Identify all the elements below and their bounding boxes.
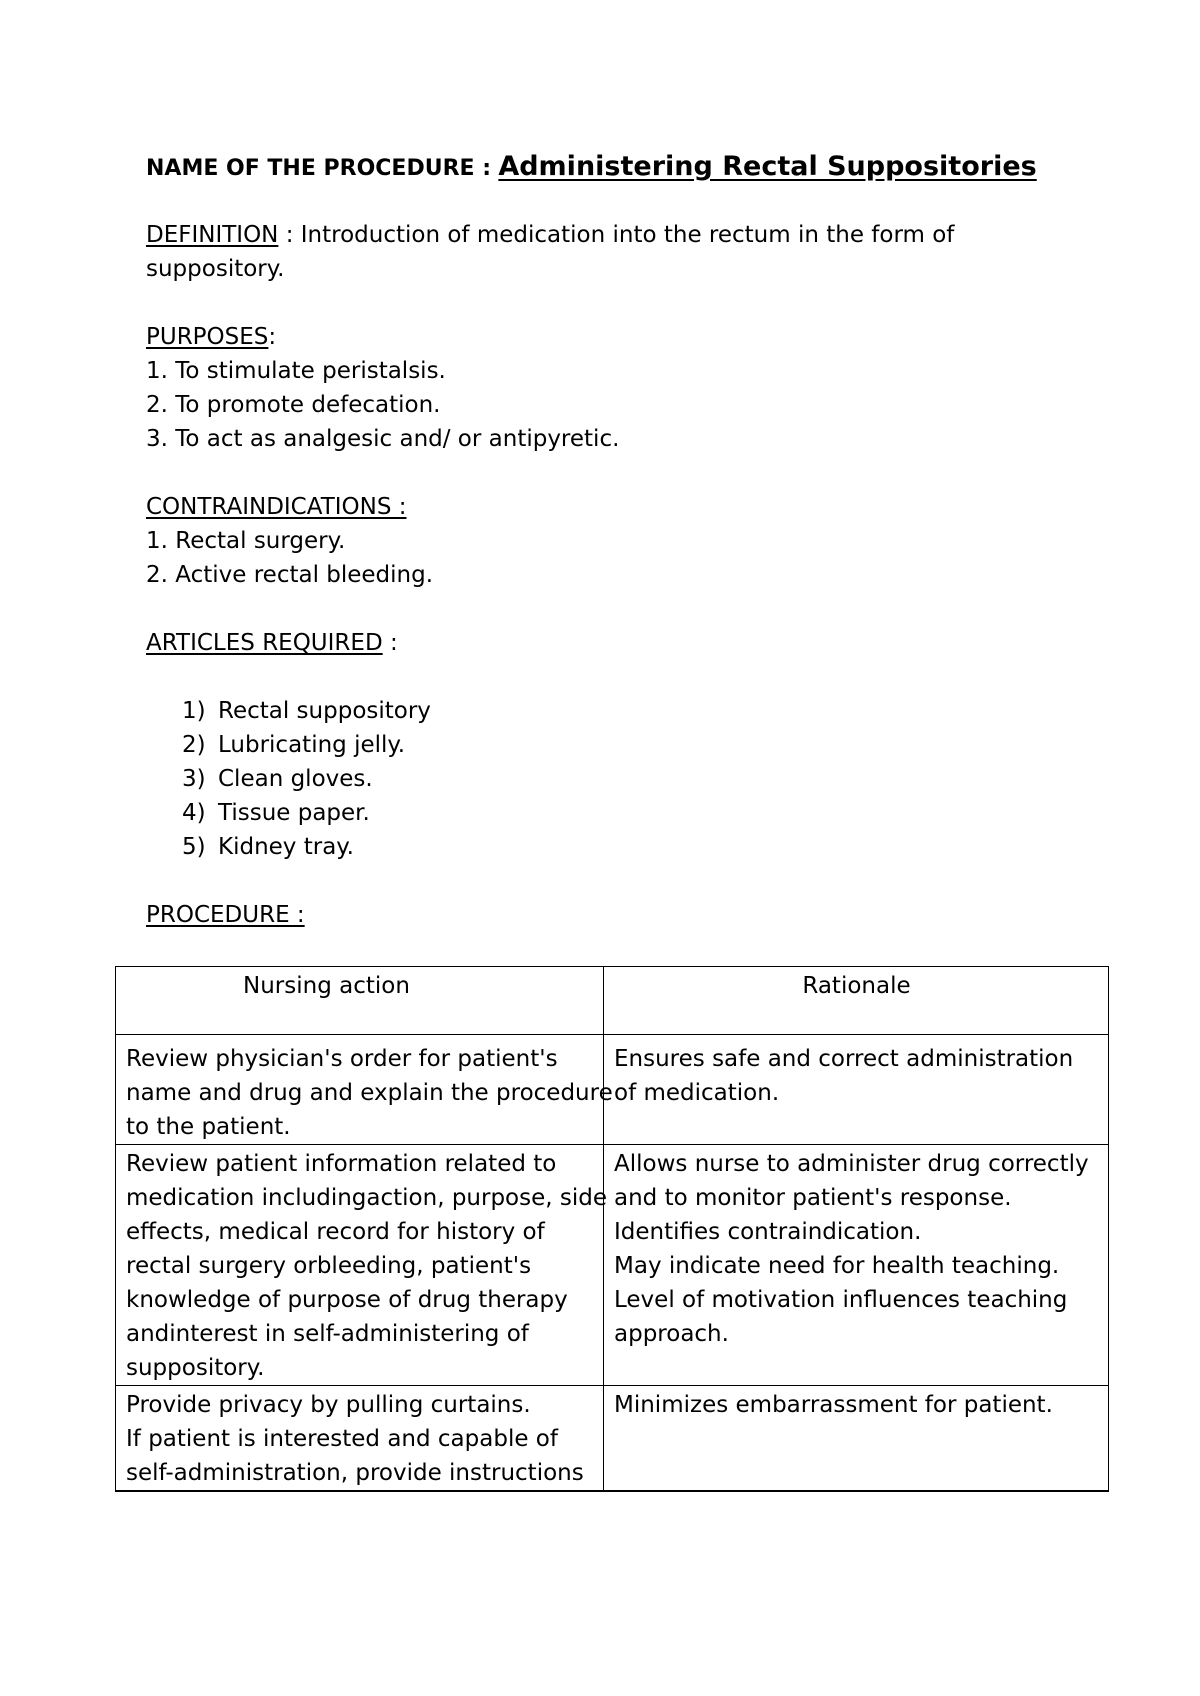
articles-list	[182, 694, 431, 864]
cell-text-line: Allows nurse to administer drug correctly	[614, 1151, 1089, 1177]
article-number: 5)	[182, 834, 206, 860]
cell-text-line: of medication.	[614, 1080, 780, 1106]
cell-text-line: medication includingaction, purpose, side	[126, 1185, 608, 1211]
contraindication-item: 1. Rectal surgery.	[146, 528, 346, 554]
cell-text-line: effects, medical record for history of	[126, 1219, 545, 1245]
cell-text-line: to the patient.	[126, 1114, 291, 1140]
cell-text-line: andinterest in self-administering of	[126, 1321, 529, 1347]
cell-text-line: self-administration, provide instructions	[126, 1460, 584, 1486]
header-rationale: Rationale	[604, 967, 1109, 1035]
article-number: 3)	[182, 766, 206, 792]
nursing-action-cell	[116, 1386, 604, 1492]
procedure-name-value: Administering Rectal Suppositories	[498, 151, 1037, 182]
nursing-action-cell	[116, 1145, 608, 1386]
definition-text-1: : Introduction of medication into the rectum in the form of	[278, 222, 955, 248]
cell-text-line: Identifies contraindication.	[614, 1219, 922, 1245]
cell-text-line: Minimizes embarrassment for patient.	[614, 1392, 1053, 1418]
article-item	[182, 694, 431, 728]
definition-heading: DEFINITION	[146, 222, 279, 248]
articles-heading: ARTICLES REQUIRED	[146, 630, 383, 656]
rationale-cell	[604, 1386, 1109, 1492]
purposes-heading: PURPOSES	[146, 324, 269, 350]
procedure-heading-line	[146, 898, 305, 932]
table-row	[116, 1386, 1109, 1492]
purpose-item: 3. To act as analgesic and/ or antipyretic.	[146, 426, 620, 452]
contraindications-heading-line	[146, 490, 407, 524]
procedure-heading: PROCEDURE :	[146, 902, 305, 928]
cell-text-line: Review patient information related to	[126, 1151, 557, 1177]
purposes-heading-line: PURPOSES:	[146, 324, 277, 350]
cell-text-line: suppository.	[126, 1355, 265, 1381]
cell-text-line: Level of motivation influences teaching	[614, 1287, 1068, 1313]
article-number: 4)	[182, 800, 206, 826]
procedure-table	[115, 966, 1109, 1492]
cell-text-line: approach.	[614, 1321, 729, 1347]
article-item	[182, 728, 431, 762]
cell-text-line: knowledge of purpose of drug therapy	[126, 1287, 568, 1313]
definition-line-2: suppository.	[146, 256, 285, 282]
cell-text-line: Provide privacy by pulling curtains.	[126, 1392, 531, 1418]
nursing-action-cell	[116, 1035, 613, 1145]
article-item	[182, 796, 431, 830]
procedure-name-label: NAME OF THE PROCEDURE :	[146, 156, 492, 181]
article-text: Clean gloves.	[218, 766, 373, 792]
cell-text-line: rectal surgery orbleeding, patient's	[126, 1253, 532, 1279]
table-header-row	[116, 967, 1109, 1035]
rationale-cell	[604, 1145, 1109, 1386]
purpose-item: 1. To stimulate peristalsis.	[146, 358, 446, 384]
articles-heading-line: ARTICLES REQUIRED :	[146, 630, 398, 656]
rationale-cell	[604, 1035, 1109, 1145]
cell-text-line: Review physician's order for patient's	[126, 1046, 558, 1072]
article-text: Kidney tray.	[218, 834, 354, 860]
definition-line-1	[146, 218, 954, 252]
procedure-title	[146, 150, 1037, 186]
cell-text-line: If patient is interested and capable of	[126, 1426, 558, 1452]
article-number: 2)	[182, 732, 206, 758]
table-row	[116, 1035, 1109, 1145]
cell-text-line: Ensures safe and correct administration	[614, 1046, 1074, 1072]
cell-text-line: name and drug and explain the procedure	[126, 1080, 613, 1106]
article-item	[182, 762, 431, 796]
header-nursing-action: Nursing action	[116, 967, 604, 1035]
cell-text-line: May indicate need for health teaching.	[614, 1253, 1060, 1279]
article-text: Lubricating jelly.	[218, 732, 406, 758]
article-number: 1)	[182, 698, 206, 724]
contraindication-item: 2. Active rectal bleeding.	[146, 562, 434, 588]
cell-text-line: and to monitor patient's response.	[614, 1185, 1012, 1211]
purpose-item: 2. To promote defecation.	[146, 392, 441, 418]
article-item	[182, 830, 431, 864]
table-row	[116, 1145, 1109, 1386]
contraindications-heading: CONTRAINDICATIONS :	[146, 494, 407, 520]
article-text: Tissue paper.	[218, 800, 370, 826]
article-text: Rectal suppository	[218, 698, 431, 724]
